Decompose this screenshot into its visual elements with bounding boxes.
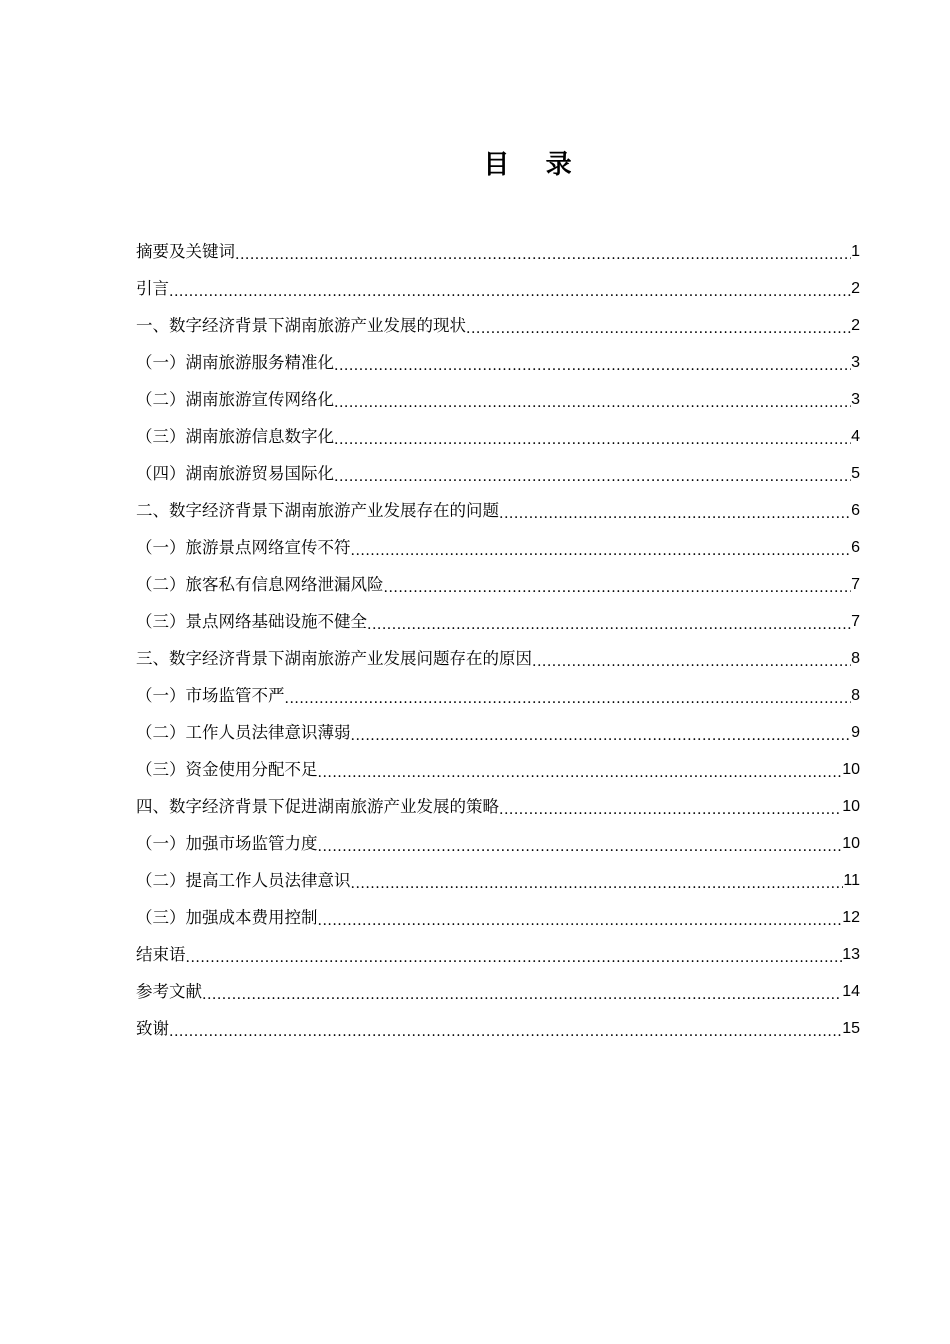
toc-entry[interactable]	[136, 640, 860, 677]
toc-entry[interactable]	[136, 307, 860, 344]
toc-entry-label: 一、数字经济背景下湖南旅游产业发展的现状	[136, 316, 466, 335]
toc-entry-label: （二）提高工作人员法律意识	[136, 871, 351, 890]
dot-leader	[499, 492, 851, 529]
toc-entry[interactable]	[136, 862, 860, 899]
toc-entry-label: 致谢	[136, 1019, 169, 1038]
toc-entry-page: 13	[842, 946, 860, 963]
table-of-contents	[136, 233, 860, 1047]
toc-entry-page: 1	[851, 243, 860, 260]
toc-entry-page: 12	[842, 909, 860, 926]
dot-leader	[466, 307, 851, 344]
toc-entry-page: 2	[851, 280, 860, 297]
dot-leader	[169, 270, 851, 307]
toc-entry[interactable]	[136, 714, 860, 751]
dot-leader	[285, 677, 852, 714]
dot-leader	[351, 714, 852, 751]
toc-entry-page: 14	[842, 983, 860, 1000]
page-title: 目 录	[483, 150, 572, 180]
toc-entry-label: 四、数字经济背景下促进湖南旅游产业发展的策略	[136, 797, 499, 816]
toc-entry[interactable]	[136, 751, 860, 788]
toc-entry[interactable]	[136, 566, 860, 603]
toc-entry-label: （三）湖南旅游信息数字化	[136, 427, 334, 446]
toc-entry-page: 7	[851, 576, 860, 593]
toc-entry[interactable]	[136, 788, 860, 825]
toc-entry-label: （三）景点网络基础设施不健全	[136, 612, 367, 631]
toc-entry-page: 9	[851, 724, 860, 741]
toc-entry-label: （二）旅客私有信息网络泄漏风险	[136, 575, 384, 594]
dot-leader	[318, 825, 843, 862]
toc-entry-label: （二）工作人员法律意识薄弱	[136, 723, 351, 742]
toc-entry[interactable]	[136, 677, 860, 714]
dot-leader	[367, 603, 851, 640]
dot-leader	[318, 899, 843, 936]
toc-entry-page: 6	[851, 539, 860, 556]
dot-leader	[499, 788, 842, 825]
toc-entry-page: 10	[842, 835, 860, 852]
toc-entry-label: 二、数字经济背景下湖南旅游产业发展存在的问题	[136, 501, 499, 520]
dot-leader	[334, 381, 851, 418]
toc-entry-label: （三）资金使用分配不足	[136, 760, 318, 779]
dot-leader	[202, 973, 842, 1010]
toc-entry-page: 10	[842, 761, 860, 778]
toc-entry-label: 引言	[136, 279, 169, 298]
dot-leader	[318, 751, 843, 788]
toc-entry-page: 8	[851, 650, 860, 667]
toc-entry-label: （四）湖南旅游贸易国际化	[136, 464, 334, 483]
toc-entry[interactable]	[136, 936, 860, 973]
toc-entry[interactable]	[136, 233, 860, 270]
toc-entry-label: （三）加强成本费用控制	[136, 908, 318, 927]
toc-entry-label: 摘要及关键词	[136, 242, 235, 261]
toc-entry[interactable]	[136, 270, 860, 307]
toc-entry-label: （一）市场监管不严	[136, 686, 285, 705]
dot-leader	[235, 233, 851, 270]
toc-entry-page: 15	[842, 1020, 860, 1037]
toc-entry-page: 4	[851, 428, 860, 445]
dot-leader	[334, 344, 851, 381]
toc-entry-page: 11	[843, 872, 860, 889]
dot-leader	[334, 418, 851, 455]
toc-entry[interactable]	[136, 344, 860, 381]
dot-leader	[334, 455, 851, 492]
toc-entry[interactable]	[136, 603, 860, 640]
toc-entry-page: 3	[851, 391, 860, 408]
toc-entry-label: 结束语	[136, 945, 186, 964]
toc-entry[interactable]	[136, 973, 860, 1010]
toc-entry-page: 6	[851, 502, 860, 519]
toc-entry[interactable]	[136, 529, 860, 566]
dot-leader	[169, 1010, 842, 1047]
toc-entry[interactable]	[136, 455, 860, 492]
toc-entry-label: （一）加强市场监管力度	[136, 834, 318, 853]
toc-entry[interactable]	[136, 1010, 860, 1047]
dot-leader	[186, 936, 843, 973]
toc-entry-page: 5	[851, 465, 860, 482]
toc-entry-page: 2	[851, 317, 860, 334]
toc-entry-page: 10	[842, 798, 860, 815]
dot-leader	[384, 566, 852, 603]
toc-entry-label: （一）旅游景点网络宣传不符	[136, 538, 351, 557]
toc-entry-label: 参考文献	[136, 982, 202, 1001]
toc-entry-page: 8	[851, 687, 860, 704]
toc-entry[interactable]	[136, 899, 860, 936]
dot-leader	[532, 640, 851, 677]
toc-entry-label: （一）湖南旅游服务精准化	[136, 353, 334, 372]
toc-entry[interactable]	[136, 381, 860, 418]
toc-entry[interactable]	[136, 492, 860, 529]
toc-entry-page: 3	[851, 354, 860, 371]
toc-entry-label: 三、数字经济背景下湖南旅游产业发展问题存在的原因	[136, 649, 532, 668]
toc-entry-page: 7	[851, 613, 860, 630]
toc-entry[interactable]	[136, 418, 860, 455]
dot-leader	[351, 862, 844, 899]
dot-leader	[351, 529, 852, 566]
toc-entry-label: （二）湖南旅游宣传网络化	[136, 390, 334, 409]
toc-entry[interactable]	[136, 825, 860, 862]
